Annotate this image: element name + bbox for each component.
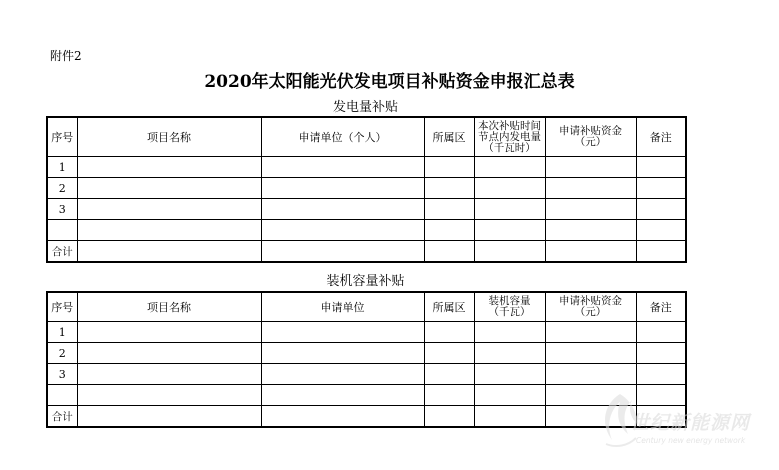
cell (474, 385, 545, 406)
cell (636, 220, 686, 241)
cell (261, 220, 424, 241)
cell (474, 220, 545, 241)
watermark-english: Century new energy network (636, 436, 746, 445)
cell (424, 343, 474, 364)
cell (261, 343, 424, 364)
row-seq: 2 (47, 343, 77, 364)
col-subsidy-amount (545, 292, 636, 322)
cell (545, 220, 636, 241)
cell (545, 322, 636, 343)
col-seq: 序号 (47, 292, 77, 322)
cell (636, 199, 686, 220)
cell (424, 157, 474, 178)
cell (424, 322, 474, 343)
row-seq: 3 (47, 199, 77, 220)
cell (424, 385, 474, 406)
col-applicant: 申请单位（个人） (261, 117, 424, 157)
cell (545, 157, 636, 178)
col-project-name: 项目名称 (77, 117, 261, 157)
cell (261, 199, 424, 220)
cell (545, 343, 636, 364)
cell (424, 220, 474, 241)
cell (77, 199, 261, 220)
section2-subtitle: 装机容量补贴 (326, 274, 405, 289)
capacity-header-line1: 装机容量 (488, 295, 531, 307)
col-remarks: 备注 (636, 117, 686, 157)
col-seq: 序号 (47, 117, 77, 157)
cell (636, 241, 686, 263)
row-seq: 3 (47, 364, 77, 385)
cell (77, 406, 261, 428)
cell (261, 157, 424, 178)
power-header-line1: 本次补贴时间 (478, 119, 541, 132)
total-label: 合计 (47, 406, 77, 428)
table-row (47, 220, 686, 241)
cell (424, 199, 474, 220)
col-subsidy-amount (545, 117, 636, 157)
cell (636, 157, 686, 178)
cell (77, 241, 261, 263)
section1-subtitle: 发电量补贴 (332, 100, 398, 115)
total-label: 合计 (47, 241, 77, 263)
table-row (47, 157, 686, 178)
cell (474, 322, 545, 343)
cell (77, 322, 261, 343)
cell (474, 364, 545, 385)
document-title: 2020年太阳能光伏发电项目补贴资金申报汇总表 (204, 72, 575, 92)
cell (77, 220, 261, 241)
cell (261, 241, 424, 263)
cell (545, 178, 636, 199)
row-seq (47, 220, 77, 241)
capacity-subsidy-table (46, 291, 687, 428)
cell (424, 364, 474, 385)
col-installed-capacity (474, 292, 545, 322)
cell (77, 178, 261, 199)
total-row (47, 406, 686, 428)
watermark (598, 390, 773, 460)
col-district: 所属区 (424, 292, 474, 322)
cell (636, 178, 686, 199)
col-district: 所属区 (424, 117, 474, 157)
col-project-name: 项目名称 (77, 292, 261, 322)
cell (261, 385, 424, 406)
col-remarks: 备注 (636, 292, 686, 322)
capacity-header-line2: （千瓦） (488, 306, 531, 318)
cell (545, 241, 636, 263)
cell (545, 364, 636, 385)
cell (474, 157, 545, 178)
row-seq: 1 (47, 322, 77, 343)
total-row (47, 241, 686, 263)
attachment-label: 附件2 (50, 49, 82, 63)
cell (636, 322, 686, 343)
cell (261, 178, 424, 199)
cell (424, 406, 474, 428)
cell (261, 406, 424, 428)
table-header-row (47, 292, 686, 322)
cell (424, 241, 474, 263)
table-header-row (47, 117, 686, 157)
watermark-chinese: 世纪新能源网 (630, 412, 751, 434)
cell (636, 364, 686, 385)
amount-header-line2: （元） (574, 136, 607, 148)
row-seq (47, 385, 77, 406)
row-seq: 1 (47, 157, 77, 178)
cell (77, 385, 261, 406)
power-subsidy-table (46, 116, 687, 263)
amount-header-line2: （元） (574, 306, 607, 318)
cell (261, 364, 424, 385)
row-seq: 2 (47, 178, 77, 199)
cell (474, 406, 545, 428)
table-row (47, 343, 686, 364)
cell (545, 199, 636, 220)
cell (77, 343, 261, 364)
cell (474, 241, 545, 263)
cell (474, 199, 545, 220)
table-row (47, 364, 686, 385)
amount-header-line1: 申请补贴资金 (559, 125, 622, 137)
col-power-generation (474, 117, 545, 157)
cell (77, 364, 261, 385)
power-header-line2: 节点内发电量 (478, 130, 541, 143)
cell (424, 178, 474, 199)
table-row (47, 199, 686, 220)
power-header-line3: （千瓦时） (483, 141, 536, 154)
cell (261, 322, 424, 343)
cell (474, 343, 545, 364)
col-applicant: 申请单位 (261, 292, 424, 322)
cell (474, 178, 545, 199)
amount-header-line1: 申请补贴资金 (559, 295, 622, 307)
cell (77, 157, 261, 178)
table-row (47, 178, 686, 199)
cell (636, 343, 686, 364)
table-row (47, 385, 686, 406)
table-row (47, 322, 686, 343)
